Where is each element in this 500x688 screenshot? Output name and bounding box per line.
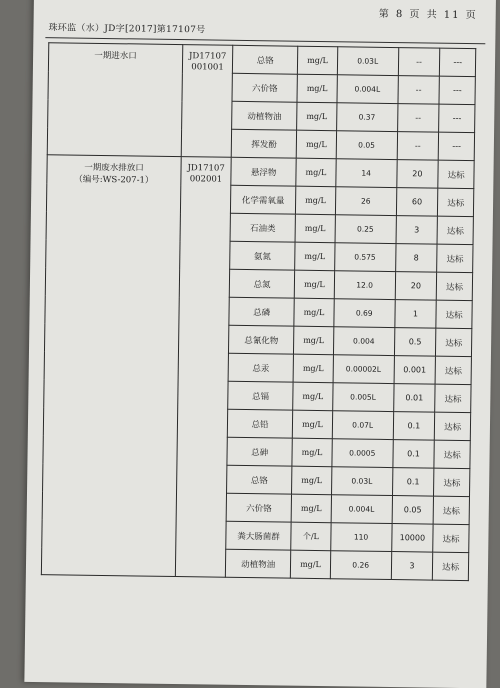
parameter-name: 六价铬: [226, 493, 291, 522]
limit-value: --: [397, 104, 439, 133]
sample-code-line-1: JD17107: [188, 51, 227, 62]
measured-value: 0.00002L: [333, 355, 394, 384]
result-cell: 达标: [433, 524, 469, 552]
sample-code-cell: [181, 45, 233, 158]
measured-value: 110: [331, 523, 392, 552]
page-number: 第 8 页 共 11 页: [378, 8, 478, 22]
unit-cell: mg/L: [290, 550, 330, 579]
measured-value: 0.004: [333, 327, 394, 356]
unit-cell: mg/L: [296, 130, 336, 159]
measured-value: 0.25: [335, 215, 396, 244]
parameter-name: 总氰化物: [229, 325, 294, 354]
parameter-name: 悬浮物: [231, 157, 296, 186]
unit-cell: mg/L: [295, 214, 335, 243]
monitoring-results-table: [41, 42, 476, 581]
table-body: [41, 43, 475, 581]
measured-value: 0.37: [336, 103, 397, 132]
limit-value: 20: [396, 160, 438, 189]
result-cell: ---: [439, 76, 475, 104]
result-cell: 达标: [433, 552, 469, 580]
measured-value: 0.26: [330, 551, 391, 580]
unit-cell: mg/L: [296, 158, 336, 187]
measured-value: 0.05: [336, 131, 397, 160]
unit-cell: mg/L: [294, 298, 334, 327]
limit-value: --: [397, 76, 439, 105]
parameter-name: 石油类: [230, 213, 295, 242]
result-cell: 达标: [433, 496, 469, 524]
unit-cell: mg/L: [292, 410, 332, 439]
limit-value: 10000: [391, 524, 433, 553]
result-cell: 达标: [435, 412, 471, 440]
measured-value: 0.0005: [332, 439, 393, 468]
unit-cell: mg/L: [293, 354, 333, 383]
parameter-name: 粪大肠菌群: [226, 521, 291, 550]
limit-value: 20: [395, 272, 437, 301]
result-cell: 达标: [436, 300, 472, 328]
result-cell: 达标: [437, 272, 473, 300]
unit-cell: mg/L: [297, 46, 337, 75]
measured-value: 0.03L: [331, 467, 392, 496]
parameter-name: 总汞: [228, 353, 293, 382]
parameter-name: 挥发酚: [231, 129, 296, 158]
unit-cell: mg/L: [297, 74, 337, 103]
parameter-name: 动植物油: [226, 549, 291, 578]
limit-value: --: [397, 132, 439, 161]
limit-value: 60: [396, 188, 438, 217]
sample-code-line-1: JD17107: [187, 163, 225, 174]
measured-value: 0.07L: [332, 411, 393, 440]
limit-value: 0.1: [392, 440, 434, 469]
unit-cell: mg/L: [292, 466, 332, 495]
result-cell: ---: [440, 48, 476, 76]
result-cell: 达标: [438, 188, 474, 216]
parameter-name: 化学需氧量: [231, 185, 296, 214]
measured-value: 0.03L: [337, 47, 398, 76]
result-cell: 达标: [435, 384, 471, 412]
unit-cell: mg/L: [293, 382, 333, 411]
limit-value: 0.1: [392, 468, 434, 497]
parameter-name: 六价铬: [232, 73, 297, 102]
unit-cell: mg/L: [294, 326, 334, 355]
sample-code-line-2: 002001: [189, 174, 223, 185]
sampling-site-name: 一期进水口: [94, 50, 137, 62]
sample-code-cell: [175, 157, 231, 578]
unit-cell: mg/L: [294, 270, 334, 299]
sampling-site-name: 一期废水排放口: [84, 162, 144, 174]
parameter-name: 总磷: [229, 297, 294, 326]
measured-value: 26: [335, 187, 396, 216]
unit-cell: mg/L: [295, 242, 335, 271]
parameter-name: 总铬: [227, 465, 292, 494]
limit-value: 0.1: [393, 412, 435, 441]
measured-value: 0.575: [334, 243, 395, 272]
table-row: [48, 43, 475, 77]
result-cell: 达标: [438, 160, 474, 188]
sample-code-line-2: 001001: [191, 62, 224, 73]
parameter-name: 总铬: [233, 45, 298, 74]
unit-cell: mg/L: [292, 438, 332, 467]
limit-value: --: [398, 48, 440, 77]
result-cell: ---: [439, 104, 475, 132]
limit-value: 3: [396, 216, 438, 245]
limit-value: 0.5: [394, 328, 436, 357]
result-cell: 达标: [436, 328, 472, 356]
unit-cell: 个/L: [291, 522, 331, 551]
result-cell: 达标: [435, 356, 471, 384]
measured-value: 0.005L: [333, 383, 394, 412]
result-cell: ---: [439, 132, 475, 160]
result-cell: 达标: [434, 468, 470, 496]
parameter-name: 总镉: [228, 381, 293, 410]
unit-cell: mg/L: [297, 102, 337, 131]
document-page: [24, 0, 496, 688]
measured-value: 0.004L: [331, 495, 392, 524]
limit-value: 0.001: [394, 356, 436, 385]
sampling-site-cell: [41, 155, 181, 577]
result-cell: 达标: [437, 244, 473, 272]
limit-value: 0.01: [393, 384, 435, 413]
limit-value: 1: [394, 300, 436, 329]
measured-value: 0.69: [334, 299, 395, 328]
document-number: 珠环监（水）JD字[2017]第17107号: [48, 23, 206, 36]
limit-value: 0.05: [392, 496, 434, 525]
parameter-name: 总铅: [227, 409, 292, 438]
parameter-name: 总砷: [227, 437, 292, 466]
measured-value: 12.0: [334, 271, 395, 300]
result-cell: 达标: [434, 440, 470, 468]
measured-value: 14: [336, 159, 397, 188]
sampling-site-id: （编号:WS-207-1）: [74, 174, 154, 186]
parameter-name: 氨氮: [230, 241, 295, 270]
limit-value: 3: [391, 552, 433, 581]
limit-value: 8: [395, 244, 437, 273]
result-cell: 达标: [437, 216, 473, 244]
measured-value: 0.004L: [337, 75, 398, 104]
unit-cell: mg/L: [291, 494, 331, 523]
table-row: [47, 155, 474, 189]
sampling-site-cell: [47, 43, 183, 157]
parameter-name: 总氮: [229, 269, 294, 298]
unit-cell: mg/L: [295, 186, 335, 215]
parameter-name: 动植物油: [232, 101, 297, 130]
